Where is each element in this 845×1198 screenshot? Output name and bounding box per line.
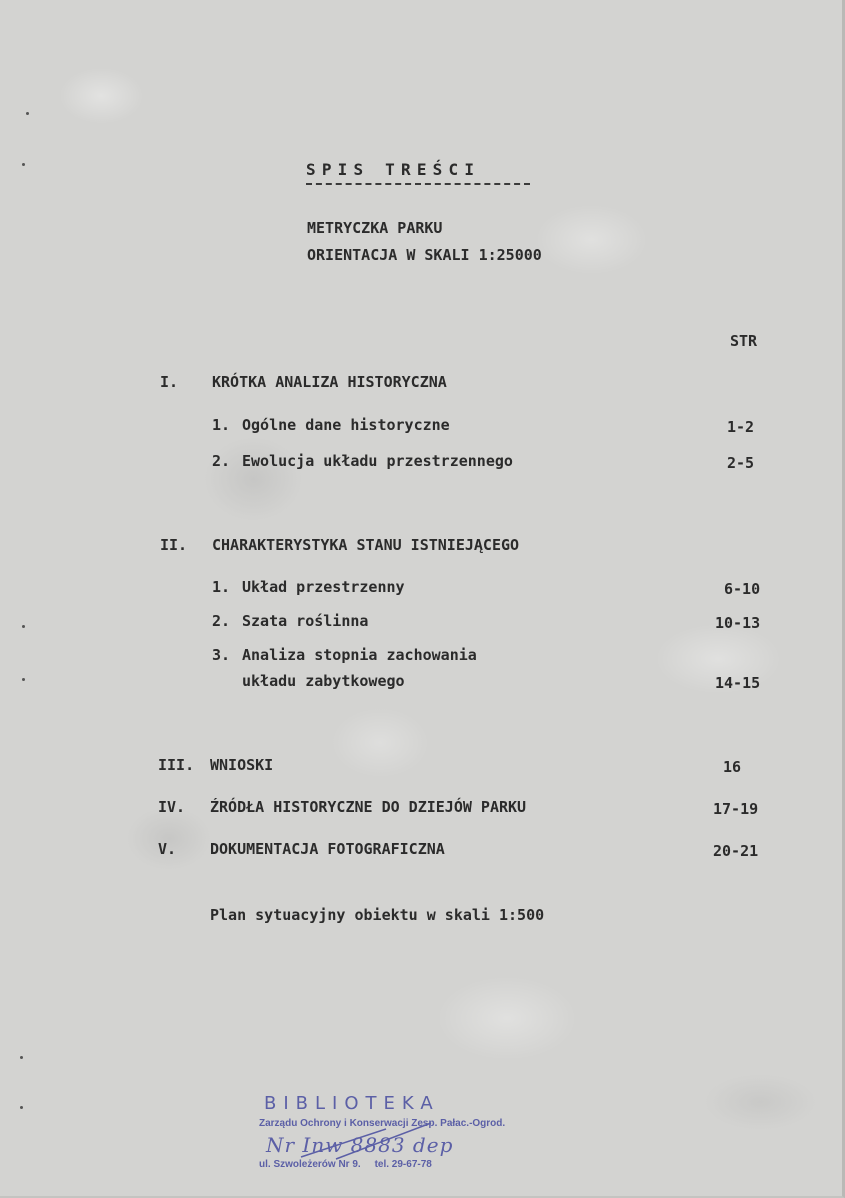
stamp-address: ul. Szwoleżerów Nr 9. tel. 29-67-78	[259, 1159, 432, 1170]
document-title: SPIS TREŚCI	[306, 160, 481, 179]
entry-text: Szata roślinna	[242, 612, 369, 630]
margin-dot	[26, 112, 29, 115]
margin-dot	[20, 1056, 23, 1059]
entry-pages: 1-2	[727, 418, 755, 436]
entry-pages: 14-15	[715, 674, 761, 692]
entry-pages: 2-5	[727, 454, 755, 472]
section-numeral: IV.	[158, 798, 186, 816]
entry-pages: 17-19	[713, 800, 759, 818]
section-title: CHARAKTERYSTYKA STANU ISTNIEJĄCEGO	[212, 536, 520, 554]
margin-dot	[22, 678, 25, 681]
margin-dot	[20, 1106, 23, 1109]
title-underline	[306, 183, 530, 185]
margin-dot	[22, 163, 25, 166]
stamp-strike-mark	[296, 1121, 486, 1161]
section-numeral: II.	[160, 536, 188, 554]
section-title: WNIOSKI	[210, 756, 274, 774]
intro-line-park-metric: METRYCZKA PARKU	[307, 219, 443, 237]
entry-number: 3.	[212, 646, 231, 664]
page-column-header: STR	[730, 332, 758, 350]
entry-text: Ogólne dane historyczne	[242, 416, 450, 434]
library-stamp	[256, 1093, 536, 1173]
entry-pages: 20-21	[713, 842, 759, 860]
entry-number: 1.	[212, 578, 231, 596]
section-title: KRÓTKA ANALIZA HISTORYCZNA	[212, 373, 447, 391]
entry-text: Analiza stopnia zachowania	[242, 646, 477, 664]
section-numeral: I.	[160, 373, 179, 391]
entry-pages: 6-10	[724, 580, 761, 598]
entry-pages: 10-13	[715, 614, 761, 632]
entry-text: Ewolucja układu przestrzennego	[242, 452, 513, 470]
section-numeral: III.	[158, 756, 195, 774]
stamp-institution: Zarządu Ochrony i Konserwacji Zesp. Pałac.-Ogrod.	[259, 1118, 506, 1129]
entry-number: 2.	[212, 452, 231, 470]
stamp-heading: BIBLIOTEKA	[264, 1093, 440, 1114]
entry-number: 1.	[212, 416, 231, 434]
entry-number: 2.	[212, 612, 231, 630]
intro-line-orientation: ORIENTACJA W SKALI 1:25000	[307, 246, 542, 264]
section-numeral: V.	[158, 840, 177, 858]
entry-pages: 16	[723, 758, 742, 776]
entry-text-continued: układu zabytkowego	[242, 672, 405, 690]
section-title: DOKUMENTACJA FOTOGRAFICZNA	[210, 840, 445, 858]
footer-note: Plan sytuacyjny obiektu w skali 1:500	[210, 906, 545, 924]
section-title: ŹRÓDŁA HISTORYCZNE DO DZIEJÓW PARKU	[210, 798, 527, 816]
entry-text: Układ przestrzenny	[242, 578, 405, 596]
margin-dot	[22, 625, 25, 628]
stamp-handwritten-inventory: Nr Inw 8883 dep	[266, 1133, 454, 1157]
